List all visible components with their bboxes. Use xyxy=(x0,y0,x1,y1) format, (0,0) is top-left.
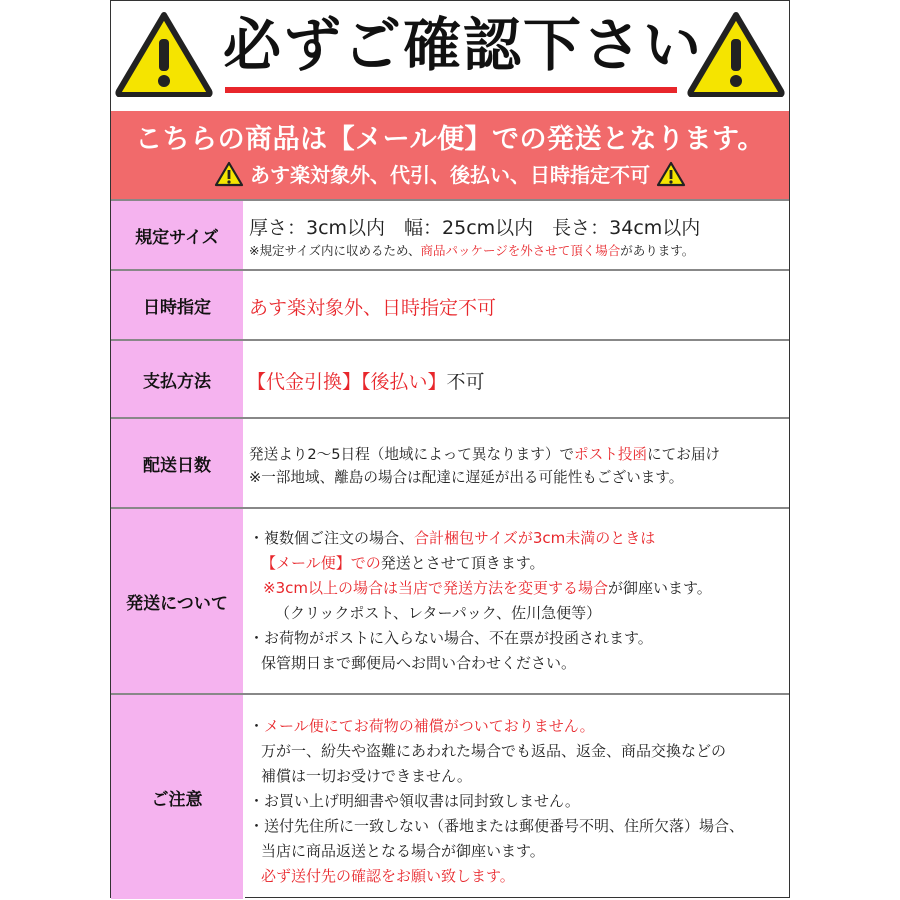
shipping-highlight: ※3cm以上の場合は当店で発送方法を変更する場合 xyxy=(263,579,608,597)
days-line xyxy=(249,443,720,464)
days-note: ※一部地域、離島の場合は配達に遅延が出る可能性もございます。 xyxy=(249,469,684,486)
row-label: 支払方法 xyxy=(111,341,245,417)
notice-card xyxy=(110,0,790,898)
shipping-line xyxy=(263,577,712,598)
row-label: 規定サイズ xyxy=(111,201,245,269)
notice-highlight: 必ず送付先の確認をお願い致します。 xyxy=(261,867,515,885)
warning-icon xyxy=(214,161,244,187)
row-value xyxy=(247,341,789,417)
row-size xyxy=(111,199,789,269)
shipping-line: ・お荷物がポストに入らない場合、不在票が投函されます。 xyxy=(249,629,653,647)
notice-line xyxy=(249,715,595,736)
shipping-line: 保管期日まで郵便局へお問い合わせください。 xyxy=(261,654,577,672)
shipping-alternatives: （クリックポスト、レターパック、佐川急便等） xyxy=(275,604,602,622)
banner-headline: こちらの商品は【メール便】での発送となります。 xyxy=(135,124,765,155)
warning-icon xyxy=(656,161,686,187)
row-value xyxy=(247,271,789,339)
row-value xyxy=(247,509,789,693)
notice-line: ・送付先住所に一致しない（番地または郵便番号不明、住所欠落）場合、 xyxy=(249,817,745,835)
payment-methods: 【代金引換】【後払い】 xyxy=(247,371,447,393)
banner-restrictions xyxy=(111,159,789,188)
days-highlight: ポスト投函 xyxy=(574,446,648,463)
notice-highlight: メール便にてお荷物の補償がついておりません。 xyxy=(264,717,595,735)
page-title: 必ずご確認下さい xyxy=(223,11,704,79)
shipping-highlight: 【メール便】での xyxy=(261,554,381,572)
size-note-text: ※規定サイズ内に収めるため、 xyxy=(249,243,421,258)
size-limits: 厚さ：3cm以内 幅：25cm以内 長さ：34cm以内 xyxy=(249,217,701,239)
header xyxy=(111,1,789,111)
shipping-line xyxy=(261,552,545,573)
row-notice xyxy=(111,693,789,899)
row-label: 配送日数 xyxy=(111,419,245,507)
shipping-text: 発送とさせて頂きます。 xyxy=(380,554,545,572)
warning-icon xyxy=(687,11,785,97)
payment-text xyxy=(247,367,485,394)
row-label: ご注意 xyxy=(111,695,245,899)
mail-delivery-banner xyxy=(111,111,789,199)
shipping-text: が御座います。 xyxy=(607,579,712,597)
warning-icon xyxy=(115,11,213,97)
row-value xyxy=(247,201,789,269)
row-datetime xyxy=(111,269,789,339)
size-note xyxy=(249,241,694,259)
payment-status: 不可 xyxy=(446,371,485,393)
notice-bullet: ・ xyxy=(249,717,265,735)
row-value xyxy=(247,695,789,899)
days-text: 発送より2～5日程（地域によって異なります）で xyxy=(249,446,575,463)
row-value xyxy=(247,419,789,507)
row-delivery-days xyxy=(111,417,789,507)
size-note-text: があります。 xyxy=(620,243,695,258)
row-payment xyxy=(111,339,789,417)
datetime-text: あす楽対象外、日時指定不可 xyxy=(249,297,497,319)
notice-line: 万が一、紛失や盗難にあわれた場合でも返品、返金、商品交換などの xyxy=(261,742,727,760)
shipping-line xyxy=(249,527,655,548)
shipping-text: ・複数個ご注文の場合、 xyxy=(249,529,415,547)
notice-line: 補償は一切お受けできません。 xyxy=(261,767,472,785)
notice-line: 当店に商品返送となる場合が御座います。 xyxy=(261,842,545,860)
banner-restrictions-text: あす楽対象外、代引、後払い、日時指定不可 xyxy=(250,163,650,187)
notice-line: ・お買い上げ明細書や領収書は同封致しません。 xyxy=(249,792,580,810)
size-note-highlight: 商品パッケージを外させて頂く場合 xyxy=(420,243,621,258)
shipping-highlight: 合計梱包サイズが3cm未満のときは xyxy=(414,529,656,547)
days-text: にてお届け xyxy=(647,446,721,463)
row-shipping xyxy=(111,507,789,693)
row-label: 発送について xyxy=(111,509,245,693)
row-label: 日時指定 xyxy=(111,271,245,339)
title-underline xyxy=(225,87,677,93)
